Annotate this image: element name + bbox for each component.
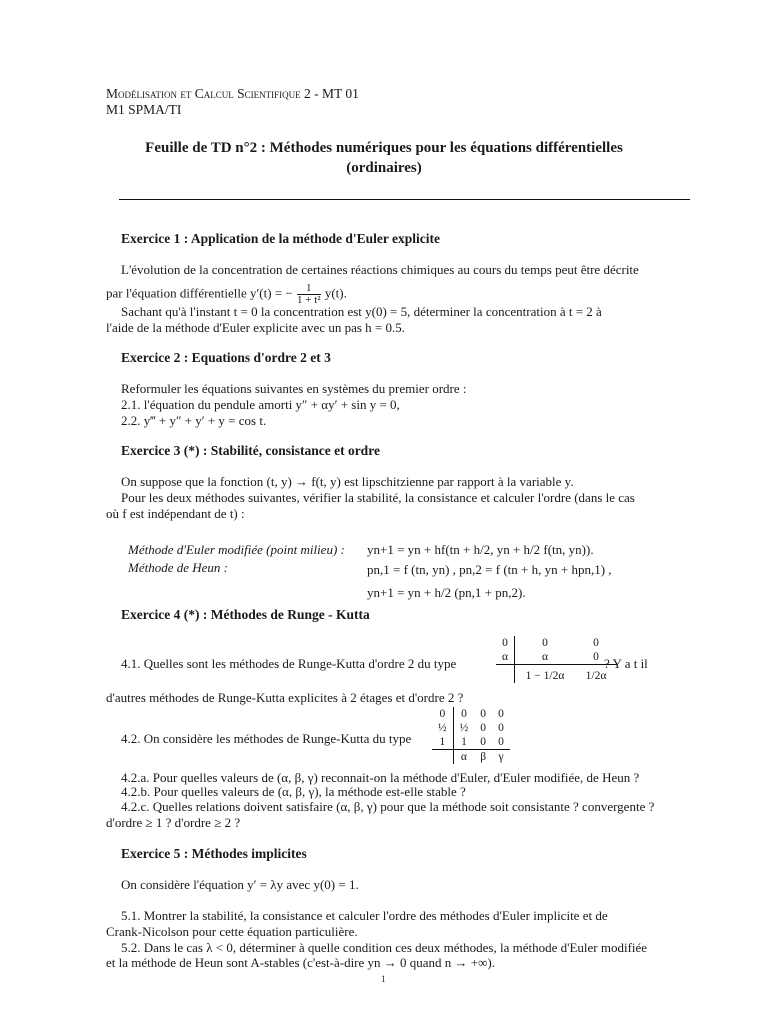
ex3-method2-formula1: pn,1 = f (tn, yn) , pn,2 = f (tn + h, yn + hpn,1) , [367,562,612,577]
bt2-c2: ½ [432,721,453,735]
sheet-title-line1: Feuille de TD n°2 : Méthodes numériques pour les équations différentielles [145,140,623,156]
ex4-q2c: 4.2.c. Quelles relations doivent satisfaire (α, β, γ) pour que la méthode soit consistante ? convergente ? [121,799,655,814]
bt2-cell: 0 [480,736,487,748]
bt1-c2: α [496,650,515,665]
ex4-q1-b: ? Y a t il [604,656,648,671]
bt2-alpha: α [453,750,474,765]
ex4-q1-c: d'autres méthodes de Runge-Kutta explicites à 2 étages et d'ordre 2 ? [106,690,464,705]
bt2-c3: 1 [432,735,453,750]
ex3-method1-formula: yn+1 = yn + hf(tn + h/2, yn + h/2 f(tn, yn)). [367,542,594,557]
bt1-a21: α [542,651,549,663]
ex5-p4: 5.2. Dans le cas λ < 0, déterminer à quelle condition ces deux méthodes, la méthode d'Euler modifiée [121,940,648,955]
ex3-p2: Pour les deux méthodes suivantes, vérifier la stabilité, la consistance et calculer l'ordre (dans le cas [121,490,635,505]
title-rule [119,199,690,200]
ex1-heading: Exercice 1 : Application de la méthode d'Euler explicite [121,231,440,246]
page-number: 1 [381,974,386,984]
bt2-cell: 0 [498,708,504,720]
ex2-heading: Exercice 2 : Equations d'ordre 2 et 3 [121,350,331,365]
ex4-q1-a: 4.1. Quelles sont les méthodes de Runge-Kutta d'ordre 2 du type [121,656,457,671]
ex4-q2a: 4.2.a. Pour quelles valeurs de (α, β, γ) reconnait-on la méthode d'Euler, d'Euler modifiée, de Heun ? [121,770,640,785]
ex3-method2-formula2: yn+1 = yn + h/2 (pn,1 + pn,2). [367,585,526,600]
bt2-c1: 0 [432,707,453,721]
ex4-heading: Exercice 4 (*) : Méthodes de Runge - Kutta [121,607,370,622]
bt2-beta: β [474,750,492,765]
bt2-cell: 0 [498,736,504,748]
ex2-p3: 2.2. y‴ + y″ + y′ + y = cos t. [121,413,267,428]
bt1-b2: 1/2α [575,665,617,684]
ex1-p4: l'aide de la méthode d'Euler explicite avec un pas h = 0.5. [106,320,405,335]
ex4-q2c2: d'ordre ≥ 1 ? d'ordre ≥ 2 ? [106,815,241,830]
ex1-p3: Sachant qu'à l'instant t = 0 la concentration est y(0) = 5, déterminer la concentration à t = 2 à [121,304,602,319]
ex5-heading: Exercice 5 : Méthodes implicites [121,846,307,861]
butcher-table-1 [496,636,617,683]
bt1-c1: 0 [496,636,515,650]
ex4-q2b: 4.2.b. Pour quelles valeurs de (α, β, γ), la méthode est-elle stable ? [121,784,466,799]
ex2-p2: 2.1. l'équation du pendule amorti y″ + αy′ + sin y = 0, [121,397,400,412]
ex5-p3: Crank-Nicolson pour cette équation particulière. [106,924,358,939]
butcher-table-2 [432,707,510,764]
ex3-method2-label: Méthode de Heun : [128,560,228,575]
bt2-cell: ½ [459,722,469,734]
ex5-p5: et la méthode de Heun sont A-stables (c'est-à-dire yn → 0 quand n → +∞). [106,955,495,970]
bt1-a22: 0 [593,651,599,663]
bt2-cell: 0 [461,708,467,720]
ex3-method1-label: Méthode d'Euler modifiée (point milieu) : [128,542,345,557]
bt1-a11: 0 [542,637,548,649]
bt1-a12: 0 [593,637,599,649]
ex4-q2: 4.2. On considère les méthodes de Runge-Kutta du type [121,731,412,746]
bt2-cell: 1 [461,736,467,748]
program-name: M1 SPMA/TI [106,102,182,117]
sheet-title-line2: (ordinaires) [346,160,422,176]
ex2-p1: Reformuler les équations suivantes en systèmes du premier ordre : [121,381,467,396]
bt2-cell: 0 [480,708,487,720]
bt1-b1: 1 − 1/2α [515,665,576,684]
ex3-p1: On suppose que la fonction (t, y) → f(t, y) est lipschitzienne par rapport à la variable y. [121,474,574,489]
bt2-gamma: γ [492,750,510,765]
ex5-p1: On considère l'équation y′ = λy avec y(0) = 1. [121,877,359,892]
ex3-p3: où f est indépendant de t) : [106,506,245,521]
ex3-heading: Exercice 3 (*) : Stabilité, consistance et ordre [121,443,380,458]
bt2-cell: 0 [480,722,487,734]
ex1-p2: par l'équation différentielle y′(t) = − $\frac{1}{\text{1 + t²}}$ y(t). [106,282,347,306]
course-title: Modélisation et Calcul Scientifique 2 - MT 01 [106,86,359,101]
bt2-cell: 0 [498,722,504,734]
ex5-p2: 5.1. Montrer la stabilité, la consistance et calculer l'ordre des méthodes d'Euler implicite et de [121,908,608,923]
ex1-p1: L'évolution de la concentration de certaines réactions chimiques au cours du temps peut être décrite [121,262,639,277]
